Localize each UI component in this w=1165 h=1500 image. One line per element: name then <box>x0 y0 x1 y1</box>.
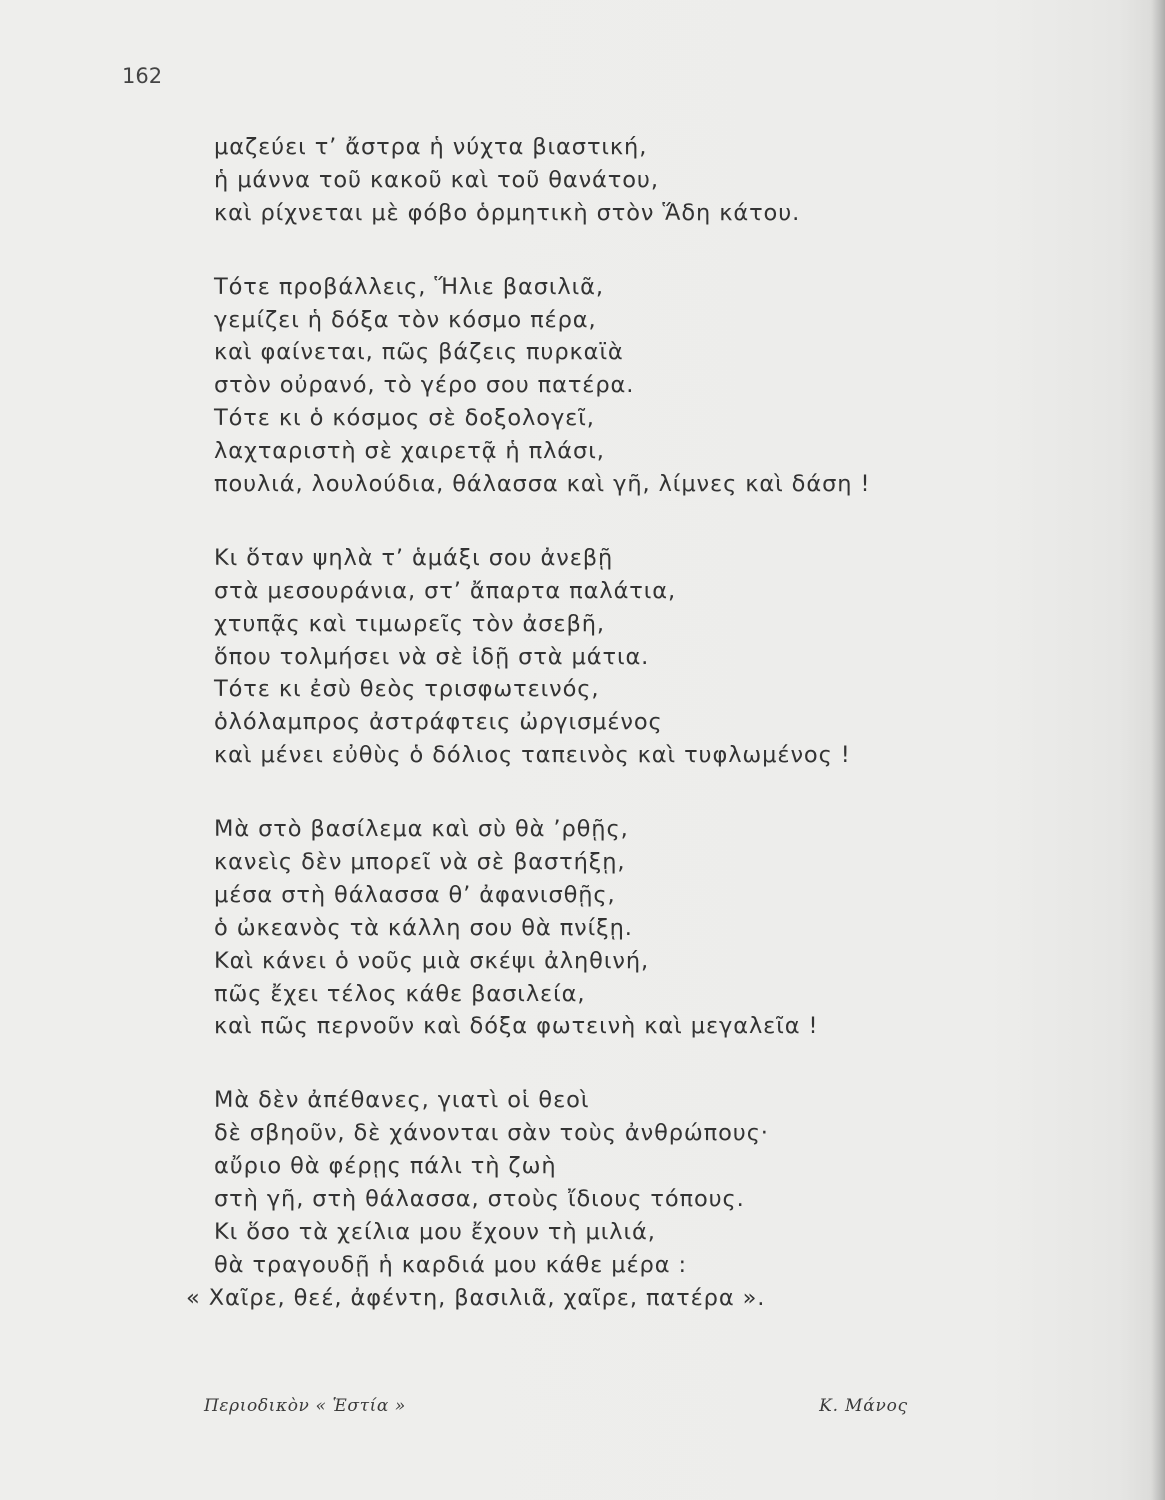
poem-line: καὶ φαίνεται, πῶς βάζεις πυρκαϊὰ <box>214 339 624 366</box>
poem <box>186 131 1074 1356</box>
stanza <box>214 542 1074 772</box>
stanza <box>214 131 1074 230</box>
poem-line: πῶς ἔχει τέλος κάθε βασιλεία, <box>214 980 586 1007</box>
poem-line: Τότε κι ἐσὺ θεὸς τρισφωτεινός, <box>214 676 600 703</box>
page-edge-shadow <box>1151 0 1165 1500</box>
poem-line: γεμίζει ἡ δόξα τὸν κόσμο πέρα, <box>214 306 597 333</box>
poem-line: ὁ ὠκεανὸς τὰ κάλλη σου θὰ πνίξῃ. <box>214 914 633 941</box>
poem-line: αὔριο θὰ φέρῃς πάλι τὴ ζωὴ <box>214 1153 557 1180</box>
poem-line: στὸν οὐρανό, τὸ γέρο σου πατέρα. <box>214 372 635 399</box>
poem-line: Τότε προβάλλεις, Ἥλιε βασιλιᾶ, <box>214 273 604 300</box>
poem-line: Καὶ κάνει ὁ νοῦς μιὰ σκέψι ἀληθινή, <box>214 947 650 974</box>
poem-line: στὴ γῆ, στὴ θάλασσα, στοὺς ἴδιους τόπους. <box>214 1186 745 1213</box>
poem-line: μέσα στὴ θάλασσα θ’ ἀφανισθῇς, <box>214 881 616 908</box>
poem-line: Μὰ δὲν ἀπέθανες, γιατὶ οἱ θεοὶ <box>214 1087 590 1114</box>
poem-line: δὲ σβηοῦν, δὲ χάνονται σὰν τοὺς ἀνθρώπους· <box>214 1120 769 1147</box>
poem-line: μαζεύει τ’ ἄστρα ἡ νύχτα βιαστική, <box>214 134 648 160</box>
poem-line: καὶ πῶς περνοῦν καὶ δόξα φωτεινὴ καὶ μεγαλεῖα ! <box>214 1013 819 1040</box>
poem-line: καὶ ρίχνεται μὲ φόβο ὁρμητικὴ στὸν Ἅδη κάτου. <box>214 199 801 226</box>
poem-line: χτυπᾷς καὶ τιμωρεῖς τὸν ἀσεβῆ, <box>214 610 605 637</box>
stanza <box>186 1084 1074 1314</box>
source-citation: Περιοδικὸν « Ἑστία » <box>204 1396 406 1416</box>
poem-line: ὅπου τολμήσει νὰ σὲ ἰδῇ στὰ μάτια. <box>214 643 650 670</box>
poem-line: ὁλόλαμπρος ἀστράφτεις ὠργισμένος <box>214 709 663 736</box>
page-number: 162 <box>122 64 163 88</box>
poem-line: καὶ μένει εὐθὺς ὁ δόλιος ταπεινὸς καὶ τυφλωμένος ! <box>214 742 851 769</box>
poem-line: « Χαῖρε, θεέ, ἀφέντη, βασιλιᾶ, χαῖρε, πατέρα ». <box>186 1284 766 1311</box>
poem-line: Τότε κι ὁ κόσμος σὲ δοξολογεῖ, <box>214 405 595 432</box>
poem-line: πουλιά, λουλούδια, θάλασσα καὶ γῆ, λίμνες καὶ δάση ! <box>214 471 871 498</box>
poem-line: θὰ τραγουδῇ ἡ καρδιά μου κάθε μέρα : <box>214 1251 687 1278</box>
poem-line: Κι ὅσο τὰ χείλια μου ἔχουν τὴ μιλιά, <box>214 1218 656 1245</box>
poem-line: Μὰ στὸ βασίλεμα καὶ σὺ θὰ ’ρθῇς, <box>214 816 629 843</box>
stanza <box>214 813 1074 1043</box>
poem-line: Κι ὅταν ψηλὰ τ’ ἁμάξι σου ἀνεβῇ <box>214 544 614 571</box>
poem-line: κανεὶς δὲν μπορεῖ νὰ σὲ βαστήξῃ, <box>214 849 626 876</box>
poem-line: στὰ μεσουράνια, στ’ ἄπαρτα παλάτια, <box>214 577 677 604</box>
poem-line: λαχταριστὴ σὲ χαιρετᾷ ἡ πλάσι, <box>214 438 605 465</box>
author-signature: Κ. Μάνος <box>819 1396 908 1416</box>
poem-line: ἡ μάννα τοῦ κακοῦ καὶ τοῦ θανάτου, <box>214 166 659 193</box>
stanza <box>214 271 1074 501</box>
